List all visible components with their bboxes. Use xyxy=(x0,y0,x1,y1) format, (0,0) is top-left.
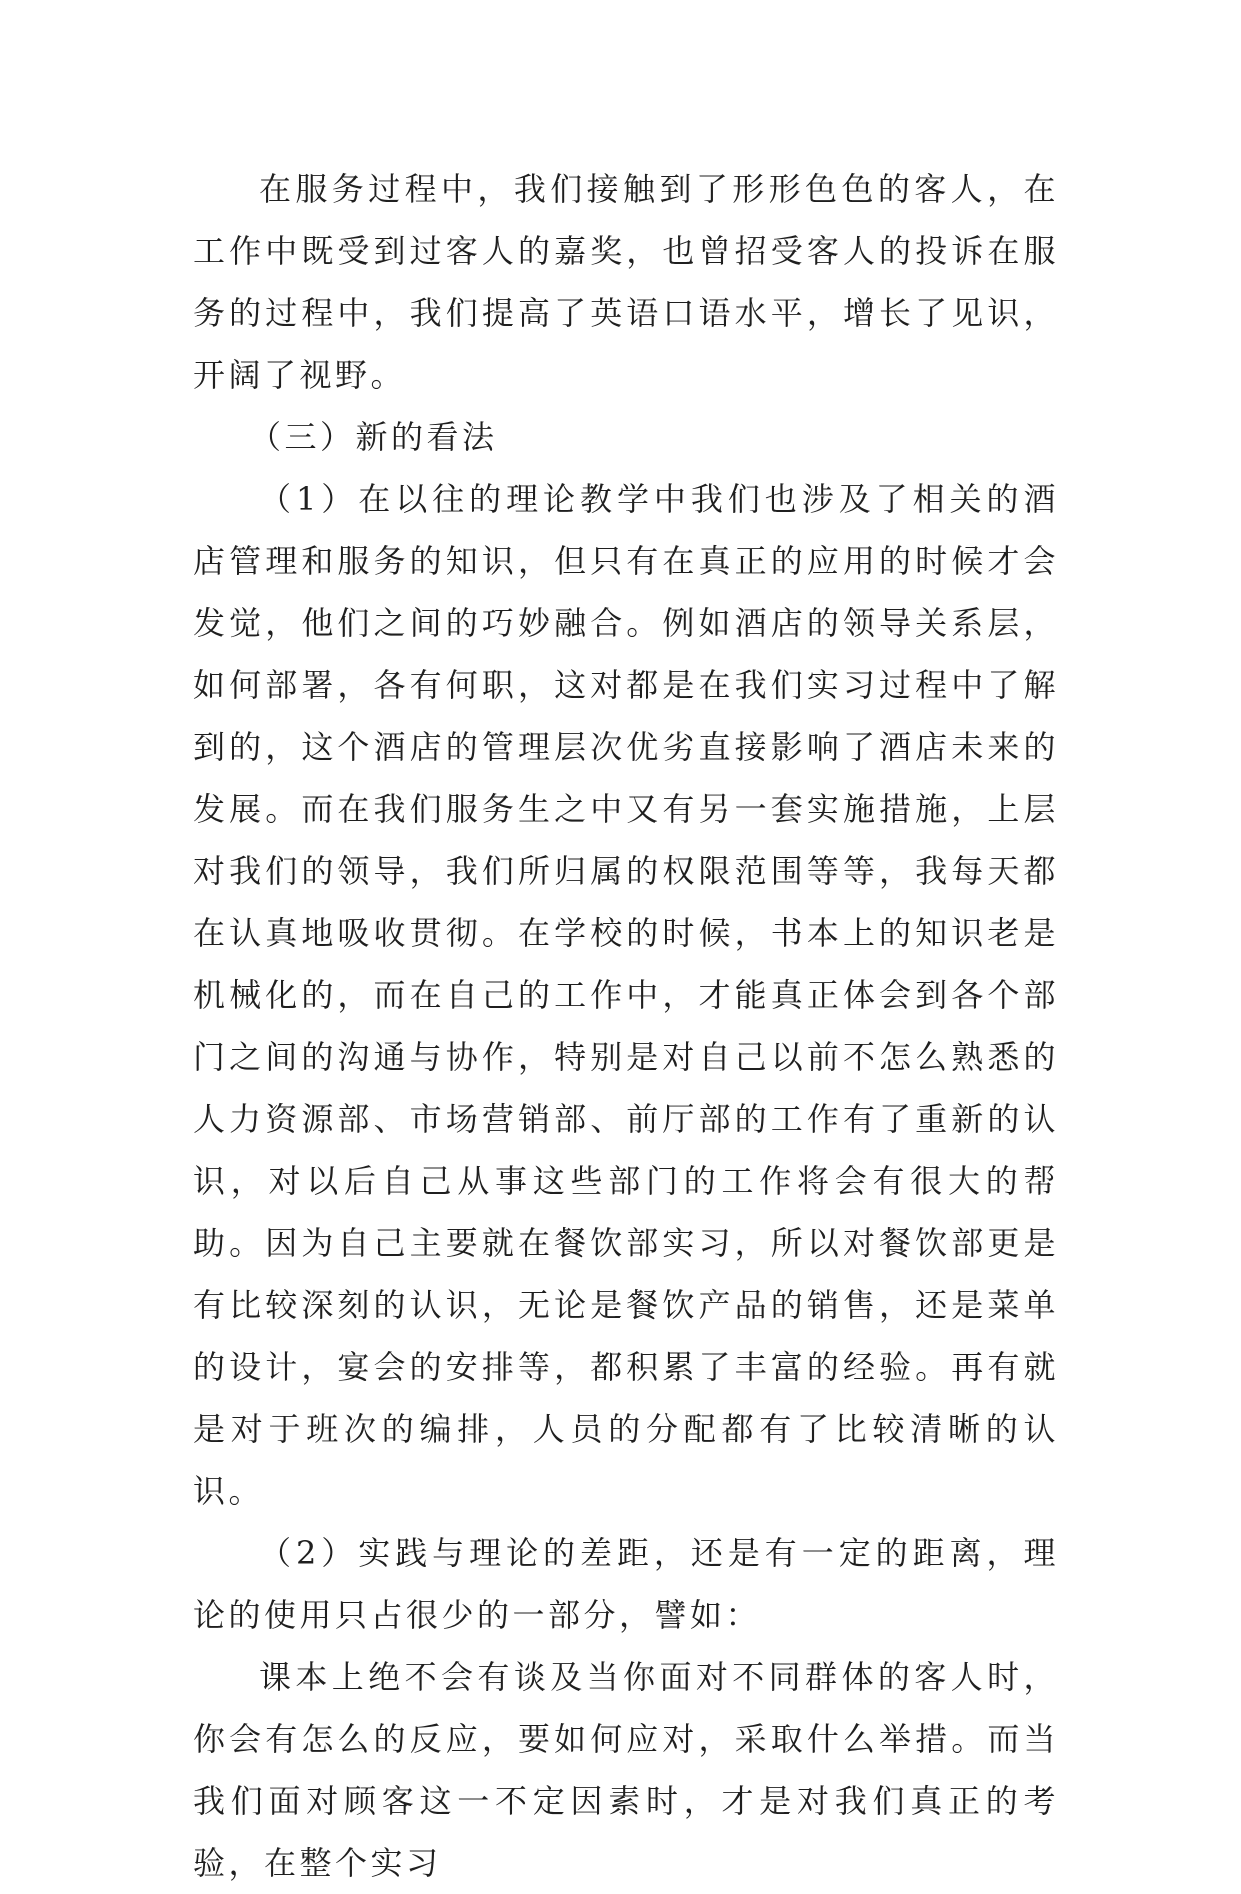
body-text xyxy=(193,158,1059,1894)
paragraph-point-2: （2）实践与理论的差距，还是有一定的距离，理论的使用只占很少的一部分，譬如： xyxy=(193,1534,1059,1634)
paragraph-point-1: （1）在以往的理论教学中我们也涉及了相关的酒店管理和服务的知识，但只有在真正的应用的时候才会发觉，他们之间的巧妙融合。例如酒店的领导关系层，如何部署，各有何职，这对都是在我们实习过程中了解到的，这个酒店的管理层次优劣直接影响了酒店未来的发展。而在我们服务生之中又有另一套实施措施，上层对我们的领导，我们所归属的权限范围等等，我每天都在认真地吸收贯彻。在学校的时候，书本上的知识老是机械化的，而在自己的工作中，才能真正体会到各个部门之间的沟通与协作，特别是对自己以前不怎么熟悉的人力资源部、市场营销部、前厅部的工作有了重新的认识，对以后自己从事这些部门的工作将会有很大的帮助。因为自己主要就在餐饮部实习，所以对餐饮部更是有比较深刻的认识，无论是餐饮产品的销售，还是菜单的设计，宴会的安排等，都积累了丰富的经验。再有就是对于班次的编排，人员的分配都有了比较清晰的认识。 xyxy=(193,480,1059,1510)
paragraph-textbook: 课本上绝不会有谈及当你面对不同群体的客人时，你会有怎么的反应，要如何应对，采取什么举措。而当我们面对顾客这一不定因素时，才是对我们真正的考验，在整个实习 xyxy=(193,1658,1059,1882)
section-heading-new-views: （三）新的看法 xyxy=(249,418,498,456)
paragraph-service-process: 在服务过程中，我们接触到了形形色色的客人，在工作中既受到过客人的嘉奖，也曾招受客人的投诉在服务的过程中，我们提高了英语口语水平，增长了见识，开阔了视野。 xyxy=(193,170,1059,394)
